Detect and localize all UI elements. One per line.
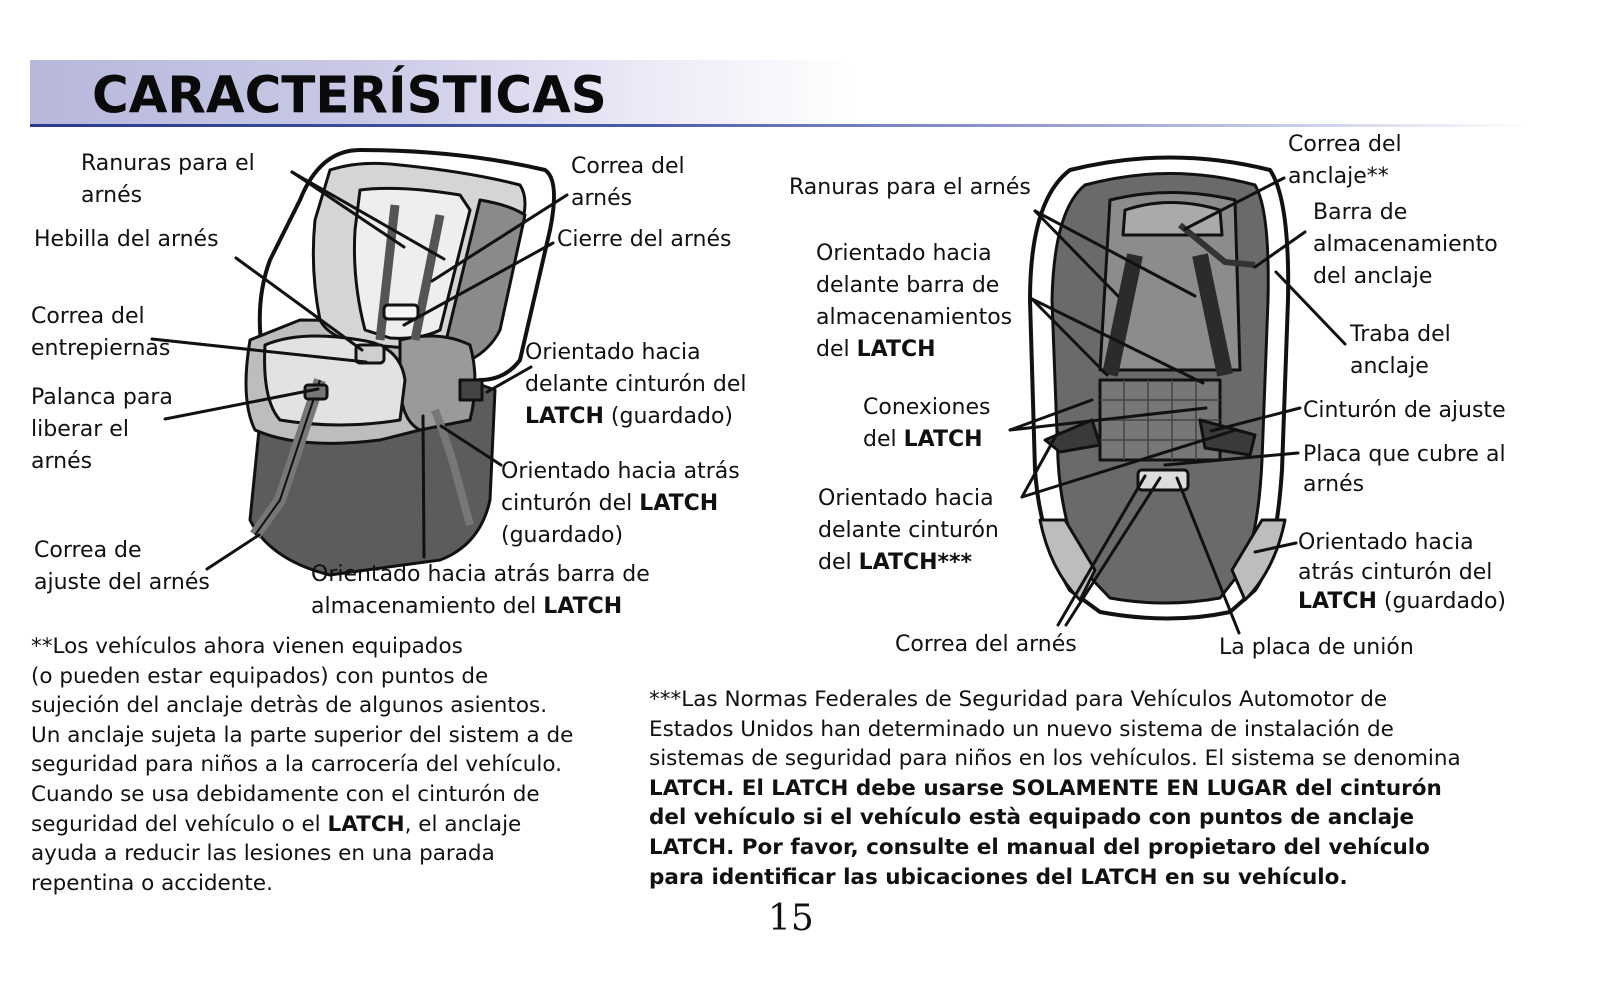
label-harness-clip: Cierre del arnés (557, 227, 732, 252)
label-harness-release-lever: Palanca para liberar el arnés (31, 385, 173, 474)
label-harness-strap: Correa del arnés (571, 154, 685, 211)
label-rear-latch-storage-bar: Orientado hacia atrás barra de almacenamiento del LATCH (311, 562, 650, 619)
label-forward-latch-belt: Orientado hacia delante cinturón del LATCH*** (818, 486, 999, 575)
page-title: CARACTERÍSTICAS (92, 65, 607, 125)
label-right-harness-slots: Ranuras para el arnés (789, 175, 1031, 200)
label-harness-cover-plate: Placa que cubre al arnés (1303, 442, 1506, 497)
label-tether-lock: Traba del anclaje (1350, 322, 1451, 379)
note-tether: **Los vehículos ahora vienen equipados (o pueden estar equipados) con puntos de sujeción del anclaje detràs de algunos asientos. Un anclaje sujeta la parte superior del sistem a de seguridad para niños a la carrocería del vehículo. Cuando se usa debidamente con el cinturón de seguridad del vehículo o el LATCH, el anclaje ayuda a reducir las lesiones en una parada repentina o accidente. (31, 634, 574, 896)
label-latch-connectors: Conexiones del LATCH (863, 395, 991, 452)
label-tether-strap: Correa del anclaje** (1288, 132, 1402, 189)
label-crotch-strap: Correa del entrepiernas (31, 304, 171, 361)
label-forward-latch-belt-stored: Orientado hacia delante cinturón del LATCH (guardado) (525, 340, 747, 429)
label-harness-adjust-strap: Correa de ajuste del arnés (34, 538, 210, 595)
page-number: 15 (768, 898, 814, 939)
note-latch-standards: ***Las Normas Federales de Seguridad para Vehículos Automotor de Estados Unidos han determinado un nuevo sistema de instalación de sistemas de seguridad para niños en los vehículos. El sistema se denomina LATCH. El LATCH debe usarse SOLAMENTE EN LUGAR del cinturón del vehículo si el vehículo està equipado con puntos de anclaje LATCH. Por favor, consulte el manual del propietaro del vehículo para identificar las ubicaciones del LATCH en su vehículo. (649, 687, 1461, 890)
label-harness-buckle: Hebilla del arnés (34, 227, 219, 252)
label-union-plate: La placa de unión (1219, 635, 1414, 660)
label-adjust-belt: Cinturón de ajuste (1303, 398, 1506, 423)
car-seat-top-view (1030, 158, 1288, 619)
label-rear-latch-belt-stored: Orientado hacia atrás cinturón del LATCH (guardado) (501, 459, 740, 548)
label-right-harness-strap: Correa del arnés (895, 632, 1077, 657)
label-forward-latch-storage-bar: Orientado hacia delante barra de almacenamientos del LATCH (816, 241, 1013, 362)
label-rear-latch-belt: Orientado hacia atrás cinturón del LATCH (guardado) (1298, 530, 1506, 614)
label-harness-slots: Ranuras para el arnés (81, 151, 255, 208)
label-tether-storage-bar: Barra de almacenamiento del anclaje (1313, 200, 1498, 289)
